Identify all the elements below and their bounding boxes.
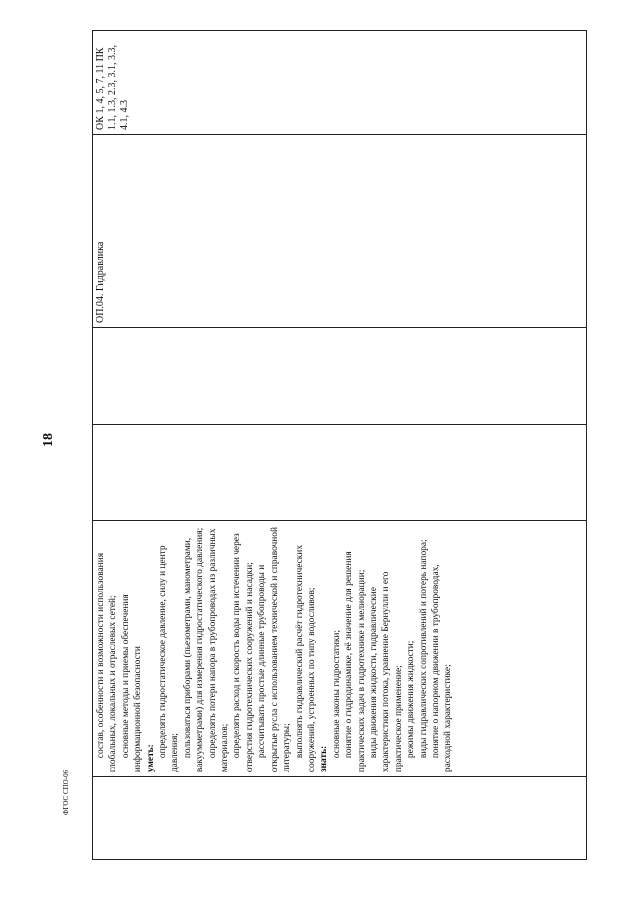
znat-item: основные законы гидростатики;	[331, 629, 342, 759]
umet-item: пользоваться приборами (пьезометрами, манометрами, вакуумметрами) для измерения гидростатического давления;	[182, 527, 206, 773]
znat-item: виды гидравлических сопротивлений и потерь напора;	[418, 539, 429, 759]
footer-label: ФГОС СПО-06	[62, 769, 70, 815]
competency-codes-cell: ОК 1, 4, 5, 7, 11 ПК 1.1, 1.3, 2.3, 3.1, 3.3, 4.1, 4.3	[93, 31, 587, 135]
umet-item: определять гидростатическое давление, силу и центр давления;	[158, 545, 181, 773]
umet-item: определять расход и скорость воды при истечении через отверстия гидротехнических сооружений и насадки;	[232, 533, 255, 773]
table-frame	[92, 30, 587, 860]
empty-cell-hours	[93, 424, 587, 521]
page-number: 18	[41, 433, 56, 447]
umet-heading: уметь:	[145, 744, 156, 773]
table-row	[93, 31, 587, 860]
intro-line-1: состав, особенности и возможности использования глобальных, локальных и отраслевых сетей;	[96, 552, 119, 773]
umet-item: рассчитывать простые длинные трубопроводы и открытые русла с использованием технической и справочной литературы;	[257, 527, 293, 773]
competency-table	[92, 30, 587, 860]
umet-item: определять потери напора в трубопроводах из различных материалов;	[207, 528, 231, 773]
znat-item: режимы движения жидкости;	[406, 640, 417, 759]
empty-cell-hours-2	[93, 328, 587, 425]
discipline-cell: ОП.04. Гидравлика	[93, 134, 587, 327]
skills-knowledge-cell	[93, 521, 587, 777]
znat-item: понятие о напорном движении в трубопроводах, расходной характеристике;	[430, 564, 454, 773]
empty-cell-first	[93, 777, 587, 860]
umet-item: выполнять гидравлический расчёт гидротехнических сооружений, устроенных по типу водосливов;	[294, 544, 317, 773]
znat-heading: знать:	[319, 745, 330, 773]
znat-item: виды движения жидкости, гидравлические характеристики потока, уравнение Бернулли и его практическое применение;	[368, 571, 404, 773]
znat-item: понятие о гидродинамике, её значение для решения практических задач в гидротехнике и мелиорации;	[344, 551, 367, 773]
intro-line-2: основные методы и приемы обеспечения информационной безопасности	[120, 594, 144, 773]
